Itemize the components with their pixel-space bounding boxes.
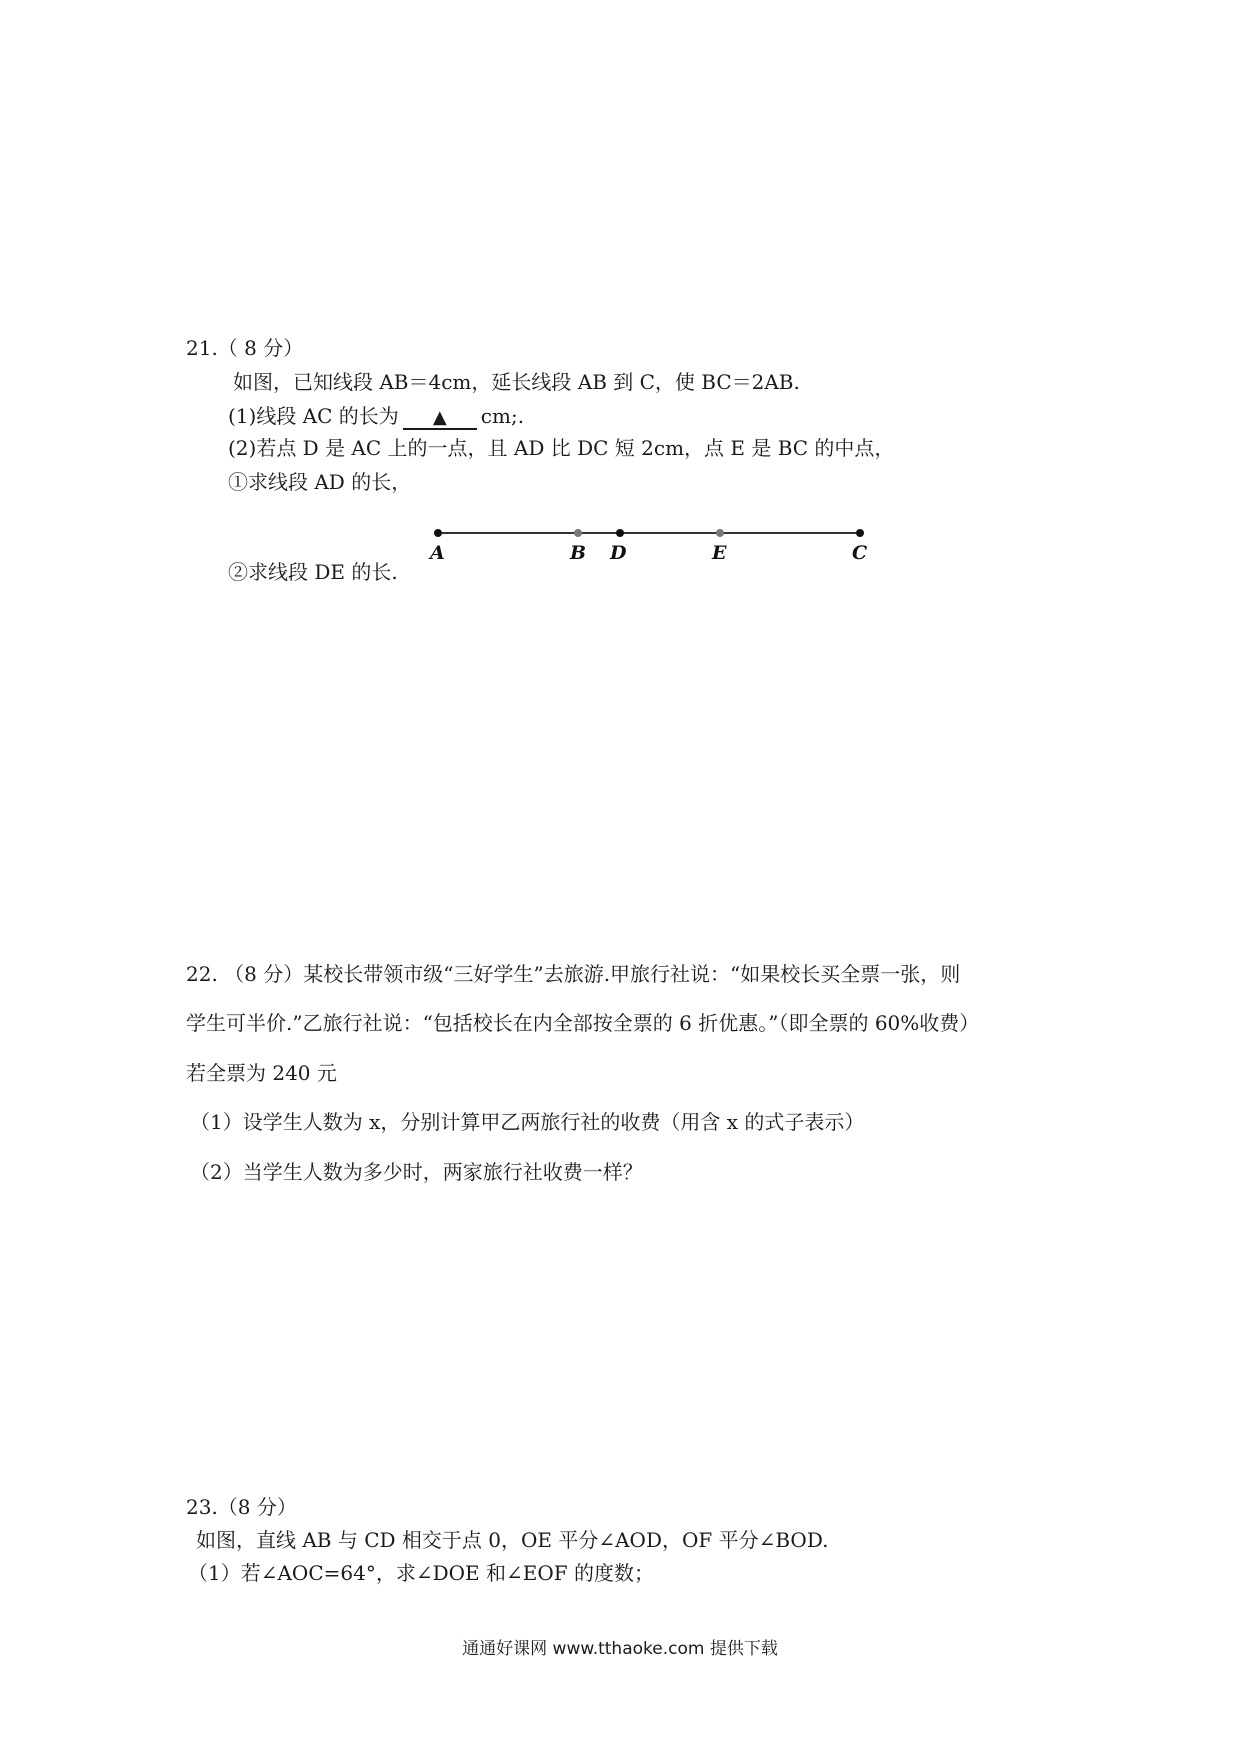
q21-part2b: ②求线段 DE 的长. (228, 560, 398, 584)
q22-line2: 学生可半价.”乙旅行社说：“包括校长在内全部按全票的 6 折优惠。”（即全票的 60%收费） (186, 1011, 980, 1035)
q22-part2: （2）当学生人数为多少时，两家旅行社收费一样？ (190, 1160, 643, 1184)
q22-line1: 22. （8 分）某校长带领市级“三好学生”去旅游.甲旅行社说：“如果校长买全票一张，则 (186, 962, 961, 986)
q21-intro: 如图，已知线段 AB＝4cm，延长线段 AB 到 C，使 BC＝2AB. (233, 370, 800, 394)
point-a (428, 529, 445, 564)
q21-part1-suffix: cm;. (480, 404, 525, 428)
q23-part1: （1）若∠AOC=64°，求∠DOE 和∠EOF 的度数； (188, 1561, 654, 1585)
q23-header: 23.（8 分） (186, 1495, 297, 1519)
triangle-icon: ▲ (432, 407, 447, 428)
point-a-label: A (430, 542, 445, 564)
segment-figure (420, 515, 880, 565)
q21-part2a: ①求线段 AD 的长， (228, 470, 412, 494)
point-c (852, 529, 867, 564)
q21-part2: (2)若点 D 是 AC 上的一点，且 AD 比 DC 短 2cm，点 E 是 BC 的中点， (228, 436, 895, 460)
point-d (609, 529, 627, 564)
page-footer: 通通好课网 www.tthaoke.com 提供下载 (462, 1639, 778, 1659)
point-b-label: B (570, 542, 587, 564)
q21-part1-prefix: (1)线段 AC 的长为 (228, 404, 399, 428)
point-c-label: C (852, 542, 868, 564)
point-e (711, 529, 727, 564)
q23-intro: 如图，直线 AB 与 CD 相交于点 0，OE 平分∠AOD，OF 平分∠BOD. (196, 1528, 829, 1552)
answer-blank (403, 406, 477, 430)
q21-header: 21.（ 8 分） (186, 336, 304, 360)
point-b (569, 529, 586, 564)
point-e-label: E (712, 542, 727, 564)
point-d-label: D (610, 542, 627, 564)
q22-line3: 若全票为 240 元 (186, 1061, 337, 1085)
q21-part1 (228, 404, 524, 430)
q22-part1: （1）设学生人数为 x，分别计算甲乙两旅行社的收费（用含 x 的式子表示） (190, 1110, 865, 1134)
